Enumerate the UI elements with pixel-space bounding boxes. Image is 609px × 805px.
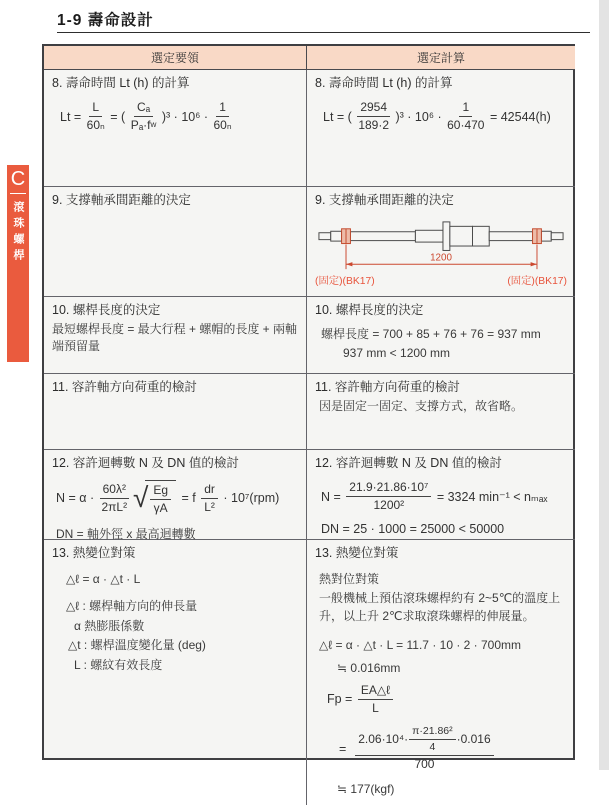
cell-body	[315, 100, 567, 133]
formula-line: = 2.06·10⁴· $\frac{\text{π·21.86²}}{4}$ ·0.016 700	[339, 725, 567, 772]
cell-12-right	[307, 450, 575, 540]
cell-9-left	[44, 187, 307, 297]
text-line: ≒ 177(kgf)	[337, 782, 395, 797]
cell-title: 9. 支撐軸承間距離的決定	[52, 193, 191, 207]
screw-section	[415, 230, 443, 242]
cell-12-left	[44, 450, 307, 540]
text-line: △t : 螺桿溫度變化量 (deg)	[68, 638, 206, 653]
text-line: ≒ 0.016mm	[337, 660, 401, 675]
selection-table	[42, 44, 575, 797]
sidebar-letter: C	[10, 168, 26, 190]
text-line: △ℓ : 螺桿軸方向的伸長量	[66, 599, 198, 614]
scan-edge	[599, 0, 609, 770]
dimension-label: 1200	[430, 252, 452, 264]
cell-title: 13. 熱變位對策	[315, 546, 399, 560]
text-line: 螺桿長度 = 700 + 85 + 76 + 76 = 937 mm	[321, 327, 541, 341]
text-line: 最短螺桿長度 = 最大行程 + 螺帽的長度 + 兩軸端預留量	[52, 322, 298, 354]
cell-body	[315, 398, 567, 415]
screw-shaft-left	[350, 232, 415, 241]
sidebar-tab	[7, 165, 29, 362]
cell-title: 10. 螺桿長度的決定	[52, 303, 161, 317]
formula-line: DN = 25 · 1000 = 25000 < 50000	[321, 522, 505, 536]
cell-body	[52, 321, 298, 356]
cell-body	[315, 571, 567, 799]
nut-body-1	[450, 226, 473, 246]
cell-8-right	[307, 70, 575, 187]
cell-title: 12. 容許迴轉數 N 及 DN 值的檢討	[52, 456, 239, 470]
cell-11-left	[44, 374, 307, 450]
sidebar-label: 滾珠螺桿	[12, 201, 24, 265]
cell-body	[315, 326, 567, 363]
nut-flange	[443, 222, 450, 251]
text-line: 一般機械上預估滾珠螺桿約有 2~5℃的溫度上升，以上升 2℃求取滾珠螺桿的伸展量。	[319, 591, 561, 623]
cell-body	[52, 571, 298, 674]
cell-title: 10. 螺桿長度的決定	[315, 303, 424, 317]
formula-line: N = $\frac{\text{21.9·21.86·10⁷}}{\text{1200²}}$ = 3324 min⁻¹ < nₘₐₓ	[321, 480, 548, 512]
left-bearing-label: (固定)(BK17)	[315, 275, 375, 287]
formula-line: Lt = $\frac{L}{\text{60ₙ}}$ = ( Cₐ Pₐ·f w )³ · 10⁶ · $\frac{1}{\text{60ₙ}}$	[60, 100, 232, 132]
cell-10-right	[307, 297, 575, 374]
text-line: α 熱膨脹係數	[74, 618, 145, 633]
cell-title: 11. 容許軸方向荷重的檢討	[315, 380, 460, 394]
text-line: 熱對位對策	[319, 572, 380, 586]
title-underline	[57, 32, 590, 33]
text-line: 因是固定一固定、支撐方式，故省略。	[319, 399, 524, 413]
text-line: △ℓ = α · △t · L = 11.7 · 10 · 2 · 700mm	[319, 638, 522, 653]
formula-line: N = α · $\frac{\text{60λ²}}{\text{2πL²}}$ √ $\frac{Eg}{\gamma A}$ = f $\frac{dr}{\text{L²}}$ · 10⁷(rpm)	[56, 481, 280, 515]
dim-arrow-right	[531, 262, 537, 266]
cell-title: 12. 容許迴轉數 N 及 DN 值的檢討	[315, 456, 502, 470]
shaft-end-left	[319, 233, 331, 240]
header-cell-left: 選定要領	[44, 46, 307, 70]
text-line: DN = 軸外徑 x 最高迴轉數	[56, 527, 196, 541]
cell-11-right	[307, 374, 575, 450]
cell-body	[52, 480, 298, 543]
text-line: 937 mm < 1200 mm	[343, 346, 451, 361]
formula-line: Lt = ( $\frac{2954}{189\cdot 2}$ )³ · 10⁶ · $\frac{1}{60\cdot 470}$ = 42544(h)	[323, 100, 551, 132]
ballscrew-diagram	[315, 216, 567, 289]
cell-title: 9. 支撐軸承間距離的決定	[315, 193, 454, 207]
header-cell-right: 選定計算	[307, 46, 575, 70]
dim-arrow-left	[346, 262, 352, 266]
page-title: 1-9 壽命設計	[57, 12, 154, 29]
cell-body	[52, 100, 298, 133]
cell-title: 8. 壽命時間 Lt (h) 的計算	[52, 76, 190, 90]
cell-title: 13. 熱變位對策	[52, 546, 136, 560]
cell-8-left	[44, 70, 307, 187]
text-line: △ℓ = α · △t · L	[66, 572, 141, 586]
cell-9-right	[307, 187, 575, 297]
shaft-journal-right	[541, 231, 551, 241]
cell-title: 8. 壽命時間 Lt (h) 的計算	[315, 76, 453, 90]
nut-body-2	[473, 226, 490, 246]
formula-line: Fp = $\frac{\text{EA△ℓ}}{L}$	[327, 683, 567, 716]
cell-13-left	[44, 540, 307, 805]
cell-10-left	[44, 297, 307, 374]
screw-shaft-right	[489, 232, 532, 241]
cell-13-right	[307, 540, 575, 805]
right-bearing-label: (固定)(BK17)	[507, 275, 567, 287]
shaft-journal-left	[331, 231, 342, 241]
shaft-end-right	[551, 233, 563, 240]
cell-body	[315, 480, 567, 536]
sidebar-rule	[10, 193, 26, 194]
text-line: L : 螺紋有效長度	[74, 657, 163, 672]
cell-title: 11. 容許軸方向荷重的檢討	[52, 380, 197, 394]
